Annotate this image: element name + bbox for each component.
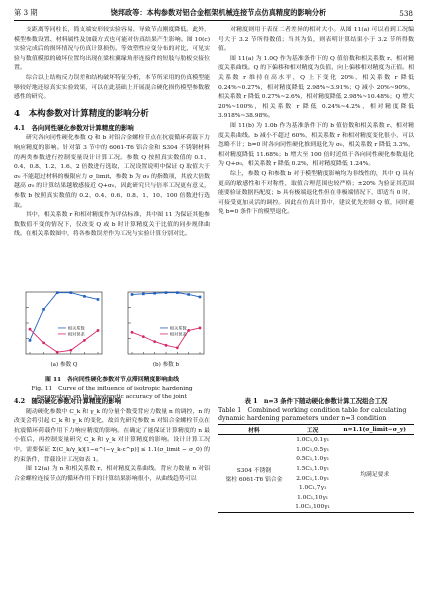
table-header-cell: 工况	[306, 428, 319, 435]
data-point	[56, 291, 59, 294]
table-cell-condition: 1.0C₁,0.1γ₁	[296, 437, 330, 444]
table-caption-en: Table 1 Combined working condition table for calculating dynamic hardening parameters under n=3 condition	[218, 406, 407, 423]
paragraph: 图 11(a) 为 1.0Q 作为基准条件下的 Q 值倍数和相关系数 r、相对精度关系曲线。Q 的下偏移和相对精度为负值，向上偏移相对精度为正值。相关系数 r 维持在高水平，Q 上下变化 20%，相关系数 r 降低 0.24%~0.27%，相对精度降低 2.98%~3.91%；Q 减小 20%~90%，相关系数 r 降低 0.27%~2.6%，相对精度降低 2.98%~10.48%；Q 增大 20%~100%，相关系数 r 降低 0.24%~4.2%，相对精度降低 3.918%~38.98%。	[218, 55, 414, 120]
data-point	[131, 331, 134, 334]
table-cell-condition: 0.5C₁,1.0γ₁	[296, 456, 330, 463]
issue-label: 第 3 期	[14, 8, 38, 17]
table-cell-material: S304 不锈钢 梁柱 6061-T6 铝合金	[225, 467, 283, 483]
left-column-bottom	[14, 396, 210, 484]
table-cell-condition: 1.0C₁,100γ₁	[295, 504, 330, 511]
table-cell-condition: 2.0C₁,1.0γ₁	[296, 475, 330, 482]
table-caption-cn: 表 1 n=3 条件下随动硬化参数计算工况组合工况	[244, 398, 388, 405]
data-point	[199, 296, 202, 299]
legend-label: 相关系数	[67, 325, 85, 331]
paragraph: 随动硬化参数中 C_k 和 γ_k 的分量个数受背应力数量 n 的调控，n 的改变会将引起 C_k 和 γ_k 的变化，故首先研究参数 n 对铝合金螺栓节点在抗震循环荷载作用下力响应精度的影响。在确定了能保证计算精度的 n 最小值后，再控制变量研究 C_k 和 γ_k 对计算精度的影响。设计计算工况中，需要保证 Σ(C_k/γ_k)[1−e^(−γ_k·ε^p)] ≤ 1.1(σ_limit − σ_0) 的约束条件，背载设计工况如表 1。	[14, 408, 210, 463]
paragraph: 综上，参数 Q 和参数 b 对于模型精度影响均为非线性的，其中 Q 具有更高的敏感性和不对称性，取值合理范围也较严格；±20% 为验证其范围能要验证数据匹配度；b 具有极端退化性但在非极端情况下，即适当 0 时，可接受更加灵活的调控。因此在仿真计算中，建议优先控制 Q 值，同时避免 b=0 条件下的模型退化。	[218, 170, 414, 216]
data-point	[176, 346, 179, 349]
data-point	[42, 308, 45, 311]
right-column	[218, 26, 414, 218]
table-header-row	[218, 424, 414, 435]
table-grid	[218, 424, 414, 513]
panel-label: (b) 参数 b	[152, 362, 180, 368]
panel-label: (a) 参数 Q	[50, 362, 78, 368]
legend-label: 相关系数	[169, 325, 187, 331]
figure-caption-cn: 图 11 各向同性硬化参数对节点滞回精度影响曲线	[45, 376, 179, 383]
data-point	[142, 335, 145, 338]
table-1	[218, 398, 414, 513]
data-point	[187, 329, 190, 332]
data-point	[165, 291, 168, 294]
paragraph: 图 11(b) 为 1.0b 作为基准条件下的 b 值倍数和相关系数 r、相对精度关系曲线。b 减小不超过 60%，相关系数 r 和相对精度变化很小，可以忽略不计；b=0 时各向同性硬化推到退化为 σ₀，相关系数 r 降低 3.3%，相对精度降低 11.68%；b 增大至 100 倍时近似于各向同性硬化参数退化为 Q+σ₀，相关系数 r 降低 0.2%，相对精度降低 1.24%。	[218, 122, 414, 168]
legend-label: 相对误差	[169, 331, 187, 337]
data-point	[165, 344, 168, 347]
data-point	[42, 341, 45, 344]
section-heading: 4 本构参数对计算精度的影响分析	[14, 108, 149, 119]
table-header-cell: 材料	[248, 428, 260, 435]
paragraph: 对精度则用于表征二者差异的相对大小。从图 11(a) 可以看到工况编号大于 3.2 节所得数值；当其为负，则表明计算结果小于 3.2 节所得数值。	[218, 27, 414, 53]
series-line-error	[30, 329, 98, 352]
data-point	[199, 327, 202, 330]
data-point	[131, 293, 134, 296]
data-point	[153, 340, 156, 343]
subsection-heading: 4.1 各向同性硬化参数对计算精度的影响	[14, 123, 134, 132]
running-title: 饶邦政等：本构参数对铝合金框架机械连接节点仿真精度的影响分析	[110, 8, 327, 17]
page-number: 538	[399, 8, 413, 18]
series-line-correlation	[30, 293, 98, 341]
table-row	[218, 435, 414, 445]
data-point	[97, 298, 100, 301]
paragraph: 其中，相关系数 r 和相对精度作为评估标准，其中图 11 为保证其他参数数值不变的情况下，仅改变 Q 或 b 时计算精度关于比值的同步规律曲线。在相关系数图中，将各参数误差作为工况与实验计算分别对比。	[14, 212, 210, 238]
table-cell-requirement: 均满足要求	[360, 472, 390, 479]
data-point	[153, 292, 156, 295]
data-point	[176, 291, 179, 294]
data-point	[142, 293, 145, 296]
figure-11	[16, 288, 214, 374]
paragraph: 研究各向同性硬化参数 Q 和 b 对铝合金螺栓节点在抗震循环荷载下力响应精度的影响。针对第 3 节中的 6061-T6 铝合金和 S304 不锈钢材料的两类参数进行控制变量设计计算工况。参数 Q 按照真实数值的 0.1、0.4、0.8、1.2、1.6、2 倍数进行选取，工况设置说明中保证 Q 取值大于 σ₀ 不能超过材料的极限应力 σ_limit，参数 b 为 σ₀ 的指数项，其放大倍数越高 σ₀ 的计算结果越敏感接近 Q+σ₀，因此研究只与倍率工况更有意义，参数 b 按照真实数值的 0.2、0.4、0.6、0.8、1、10、100 倍数进行选取。	[14, 135, 210, 209]
paragraph: 支距离等同柱长，简支端安形较实验容易，导致节点刚度降低。此外，模型参数设置、材料属性及加载方式也可能对仿真结果产生影响。图 10(c)实验完成后的损坏情况与仿真计算损伤。等效塑性应变分布的对比，可见实验与数值模拟的破坏位置均出现在梁柱翼缘角形连接件的短肢与肋板交接位置。	[14, 27, 210, 72]
data-point	[83, 339, 86, 342]
data-point	[69, 349, 72, 352]
table-cell-condition: 1.0C₁,10γ₁	[297, 494, 329, 501]
table-body	[218, 435, 414, 513]
header-rule	[14, 20, 413, 21]
data-point	[29, 339, 32, 342]
running-header	[14, 6, 413, 20]
paragraph: 综合以上结构反力误差和结构破坏特征分析，本节所采用的仿真模型能够较好地还原真实实验效果，可以在此基础上开展混合硬化损伤模型参数敏感性的研究。	[14, 74, 210, 101]
data-point	[187, 293, 190, 296]
legend-label: 相对误差	[67, 331, 85, 337]
subsection-heading: 4.2 随动硬化参数对计算精度的影响	[14, 397, 121, 405]
table-cell-condition: 1.5C₁,1.0γ₁	[296, 465, 330, 472]
table-header-cell: n=1.1(σ_limit−σ_y)	[343, 426, 407, 433]
data-point	[97, 329, 100, 332]
data-point	[56, 351, 59, 354]
table-cell-condition: 1.0C₁,7γ₁	[298, 485, 327, 492]
data-point	[29, 328, 32, 331]
figure-caption-en: Fig. 11 Curve of the influence of isotropic hardening parameters on the hysteretic accuracy of the joint	[31, 385, 193, 400]
paragraph: 图 12(a) 为 n 和相关系数 r、相对精度关系曲线。背应力数量 n 对铝合金螺栓连接节点的循环作用下的计算结果影响很小，从曲线趋势可以	[14, 466, 210, 482]
figure-11-svg	[16, 288, 214, 374]
table-cell-condition: 1.0C₁,0.5γ₁	[296, 446, 330, 453]
left-column	[14, 26, 210, 238]
data-point	[70, 291, 73, 294]
data-point	[83, 295, 86, 298]
